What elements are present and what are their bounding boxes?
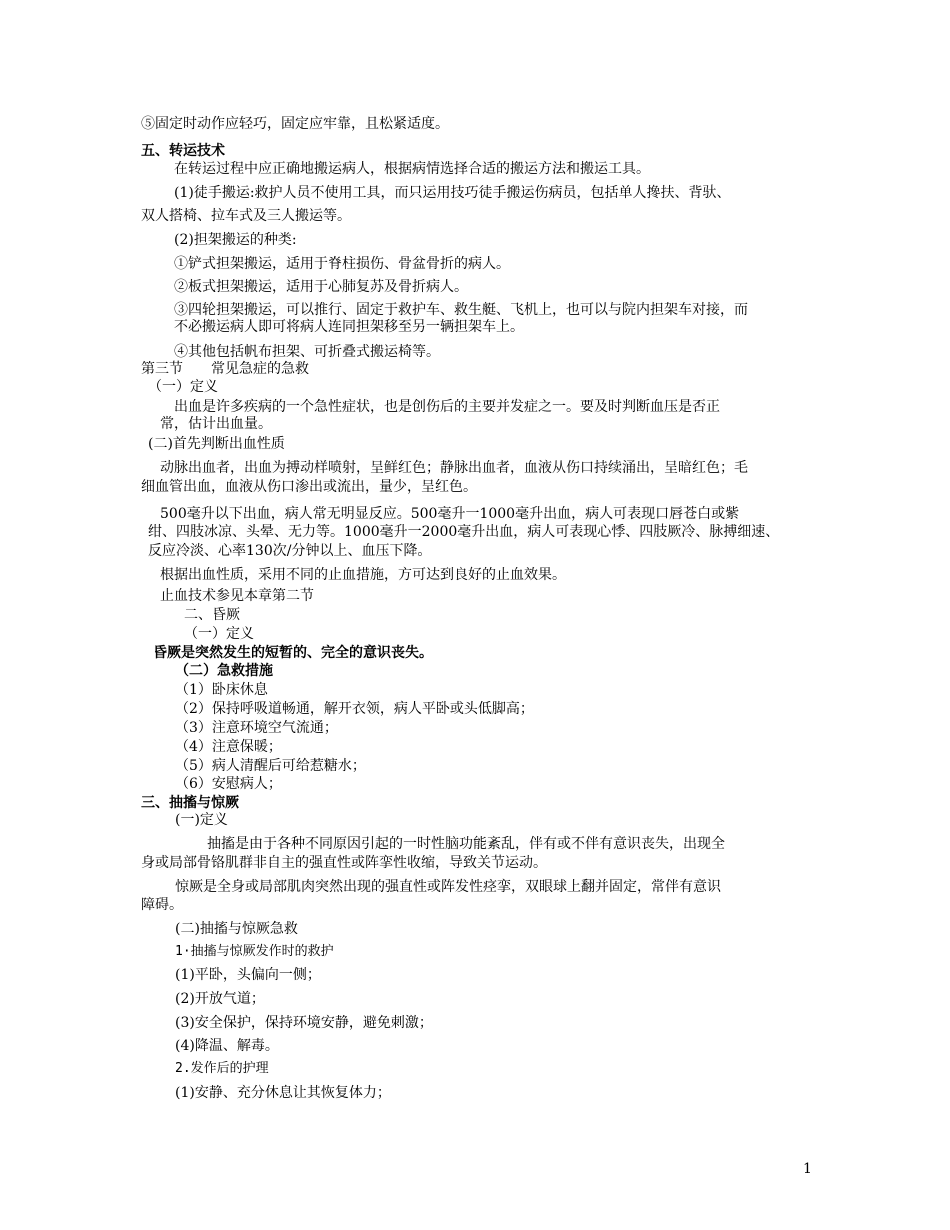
text-line: ①铲式担架搬运，适用于脊柱损伤、骨盆骨折的病人。 [174,256,510,272]
text-line: 昏厥是突然发生的短暂的、完全的意识丧失。 [153,645,433,661]
section-heading: 二、昏厥 [184,607,240,623]
text-line: (1)徒手搬运:救护人员不使用工具，而只运用技巧徒手搬运伤病员，包括单人搀扶、背驮、 [174,185,731,201]
text-line: （一）定义 [184,626,254,642]
text-line: 1·抽搐与惊厥发作时的救护 [175,944,334,959]
section-heading: 三、抽搐与惊厥 [141,795,239,811]
text-line: 在转运过程中应正确地搬运病人，根据病情选择合适的搬运方法和搬运工具。 [174,161,650,177]
text-line: 动脉出血者，出血为搏动样喷射，呈鲜红色；静脉出血者，血液从伤口持续涌出，呈暗红色；毛 [160,460,748,476]
text-line: ⑤固定时动作应轻巧，固定应牢靠，且松紧适度。 [141,116,449,132]
text-line: 根据出血性质，采用不同的止血措施，方可达到良好的止血效果。 [160,567,566,583]
text-line: (二)抽搐与惊厥急救 [175,921,298,937]
text-line: 常，估计出血量。 [160,416,272,432]
page-number: 1 [803,1161,812,1177]
text-line: （一）定义 [148,379,218,395]
list-item: （4）注意保暖； [175,739,282,755]
list-item: （2）保持呼吸道畅通，解开衣领，病人平卧或头低脚高； [175,701,534,717]
text-line: 细血管出血，血液从伤口渗出或流出，量少，呈红色。 [141,479,477,495]
list-item: (1)平卧，头偏向一侧； [175,967,321,983]
text-line: 身或局部骨铬肌群非自主的强直性或阵挛性收缩，导致关节运动。 [141,855,547,871]
text-line: 惊厥是全身或局部肌肉突然出现的强直性或阵发性痉挛，双眼球上翻并固定，常伴有意识 [175,879,721,895]
section-heading: 第三节 常见急症的急救 [141,361,309,377]
list-item: (1)安静、充分休息让其恢复体力； [175,1085,391,1101]
text-line: ③四轮担架搬运，可以推行、固定于救护车、救生艇、飞机上，也可以与院内担架车对接，而 [174,302,748,318]
text-line: (一)定义 [175,812,228,828]
text-line: (2)担架搬运的种类: [174,232,297,248]
text-line: 500毫升以下出血，病人常无明显反应。500毫升一1000毫升出血，病人可表现口唇苍白或紫 [160,506,740,522]
list-item: (4)降温、解毒。 [175,1038,279,1054]
text-line: 反应冷淡、心率130次/分钟以上、血压下降。 [148,543,432,559]
text-line: ②板式担架搬运，适用于心肺复苏及骨折病人。 [174,279,468,295]
sub-heading: （二）急救措施 [175,663,273,679]
text-line: 抽搐是由于各种不同原因引起的一时性脑功能紊乱，伴有或不伴有意识丧失，出现全 [207,836,725,852]
text-line: 出血是许多疾病的一个急性症状，也是创伤后的主要并发症之一。要及时判断血压是否正 [174,399,720,415]
list-item: （6）安慰病人； [175,776,282,792]
text-line: 绀、四肢冰凉、头晕、无力等。1000毫升一2000毫升出血，病人可表现心悸、四肢厥冷、脉搏细速、 [148,524,780,540]
text-line: 止血技术参见本章第二节 [160,588,314,604]
text-line: (二)首先判断出血性质 [148,436,285,452]
text-line: 不必搬运病人即可将病人连同担架移至另一辆担架车上。 [174,319,524,335]
section-heading: 五、转运技术 [141,143,225,159]
list-item: （5）病人清醒后可给惹糖水； [175,758,366,774]
text-line: 2.发作后的护理 [175,1061,269,1076]
list-item: (3)安全保护，保持环境安静，避免刺激； [175,1015,433,1031]
text-line: ④其他包括帆布担架、可折叠式搬运椅等。 [174,344,440,360]
list-item: (2)开放气道； [175,991,265,1007]
text-line: 障碍。 [141,897,183,913]
list-item: （1）卧床休息 [175,682,268,698]
text-line: 双人搭椅、拉车式及三人搬运等。 [141,208,351,224]
list-item: （3）注意环境空气流通； [175,720,338,736]
